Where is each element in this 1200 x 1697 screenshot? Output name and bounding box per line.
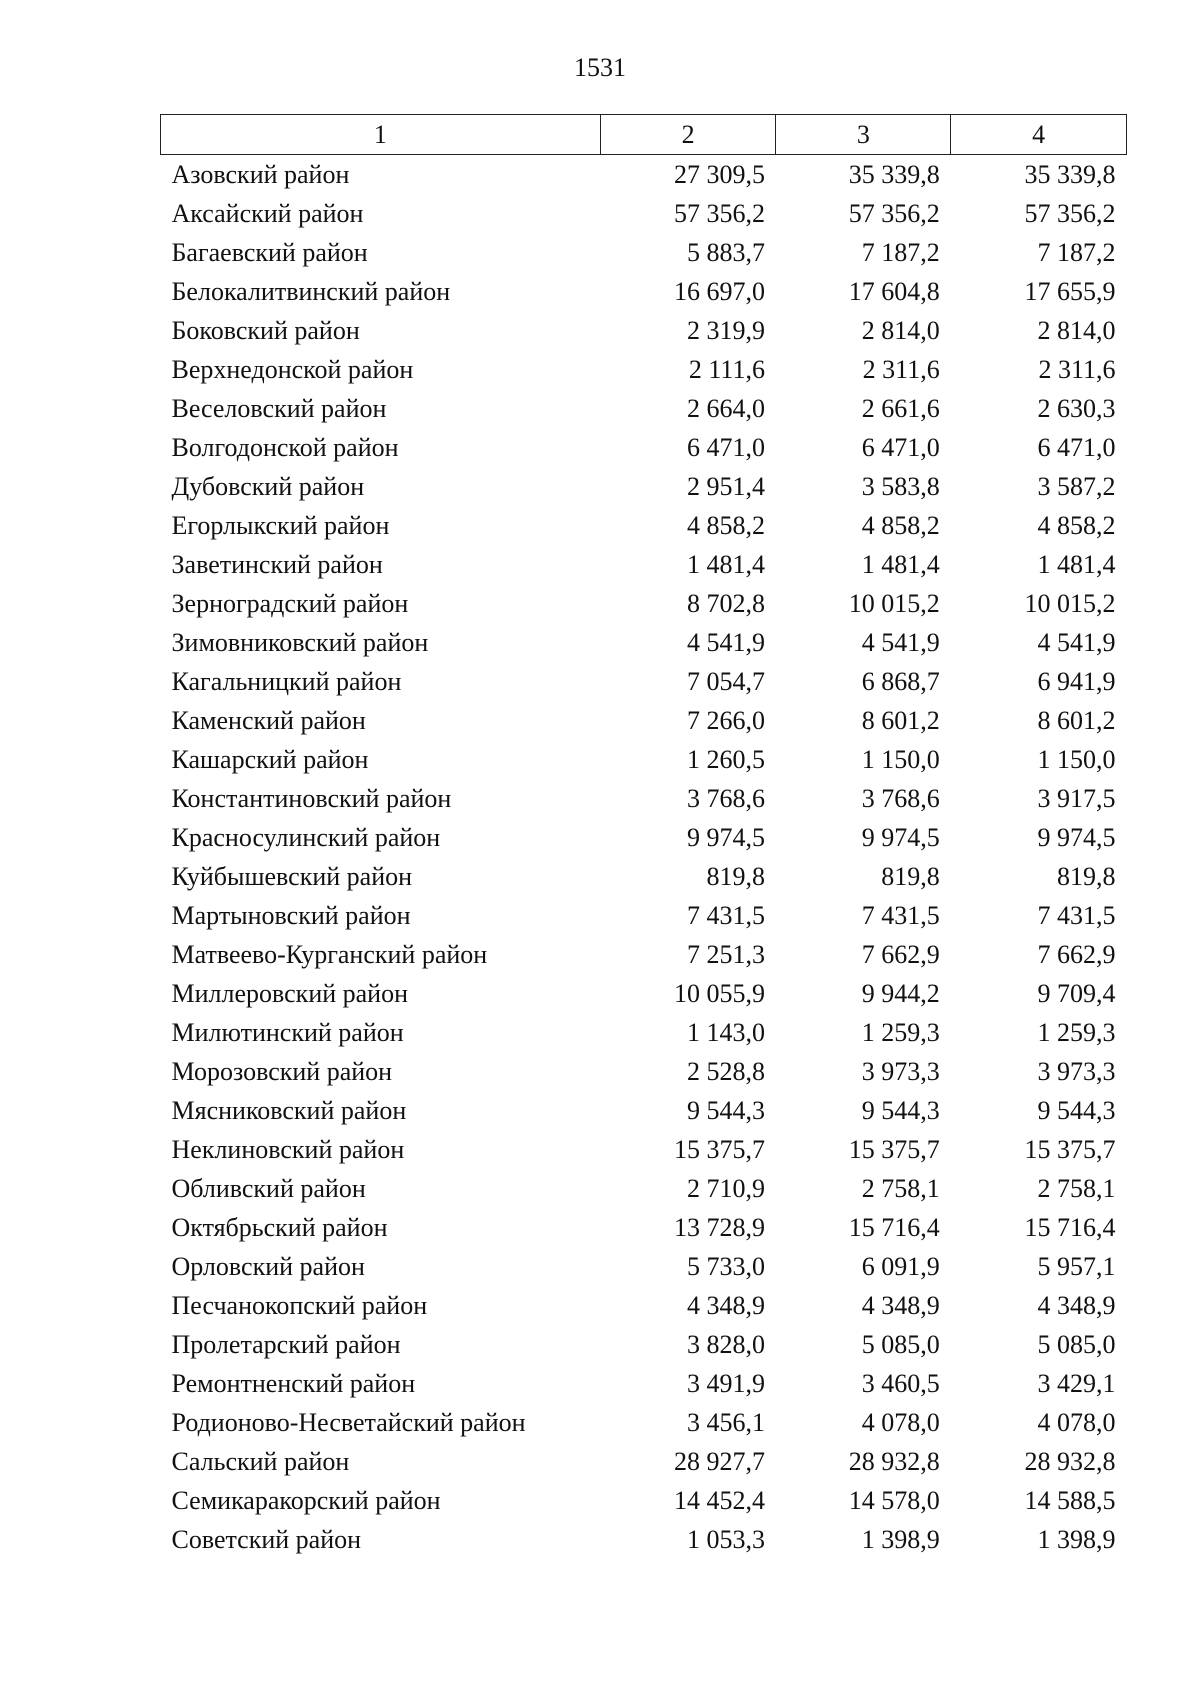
value-cell-col4: 7 662,9 (1037, 940, 1116, 969)
value-cell-col3: 6 868,7 (861, 667, 940, 696)
table-row (161, 1481, 1127, 1520)
value-cell-col3: 819,8 (881, 862, 940, 891)
value-cell-col2: 13 728,9 (673, 1213, 765, 1242)
value-cell-col4: 7 187,2 (1037, 238, 1116, 267)
district-name-cell: Константиновский район (171, 784, 452, 813)
district-name-cell: Октябрьский район (171, 1213, 388, 1242)
table-row (161, 1169, 1127, 1208)
value-cell-col2: 4 348,9 (686, 1291, 765, 1320)
value-cell-col3: 3 768,6 (861, 784, 940, 813)
column-header-1: 1 (161, 115, 601, 155)
table-row (161, 155, 1127, 195)
value-cell-col4: 4 078,0 (1037, 1408, 1116, 1437)
table-row (161, 935, 1127, 974)
table-row (161, 311, 1127, 350)
value-cell-col3: 28 932,8 (848, 1447, 940, 1476)
value-cell-col2: 9 974,5 (686, 823, 765, 852)
table-row (161, 1403, 1127, 1442)
district-name-cell: Кагальницкий район (171, 667, 402, 696)
district-name-cell: Заветинский район (171, 550, 383, 579)
table-row (161, 740, 1127, 779)
district-name-cell: Красносулинский район (171, 823, 441, 852)
value-cell-col2: 16 697,0 (673, 277, 765, 306)
district-name-cell: Советский район (171, 1525, 362, 1554)
value-cell-col3: 2 758,1 (861, 1174, 940, 1203)
district-name-cell: Песчанокопский район (171, 1291, 428, 1320)
table-row (161, 974, 1127, 1013)
value-cell-col4: 4 541,9 (1037, 628, 1116, 657)
value-cell-col3: 3 583,8 (861, 472, 940, 501)
value-cell-col3: 9 544,3 (861, 1096, 940, 1125)
table-row (161, 1325, 1127, 1364)
table-row (161, 545, 1127, 584)
value-cell-col4: 1 259,3 (1037, 1018, 1116, 1047)
value-cell-col4: 3 973,3 (1037, 1057, 1116, 1086)
value-cell-col2: 1 143,0 (686, 1018, 765, 1047)
table-row (161, 389, 1127, 428)
value-cell-col3: 35 339,8 (848, 160, 940, 189)
value-cell-col2: 7 431,5 (686, 901, 765, 930)
value-cell-col2: 1 481,4 (686, 550, 765, 579)
value-cell-col4: 9 544,3 (1037, 1096, 1116, 1125)
value-cell-col4: 1 150,0 (1037, 745, 1116, 774)
table-row (161, 857, 1127, 896)
district-name-cell: Семикаракорский район (171, 1486, 441, 1515)
value-cell-col3: 4 541,9 (861, 628, 940, 657)
district-name-cell: Обливский район (171, 1174, 366, 1203)
table-row (161, 779, 1127, 818)
value-cell-col2: 7 251,3 (686, 940, 765, 969)
value-cell-col4: 4 348,9 (1037, 1291, 1116, 1320)
value-cell-col2: 2 951,4 (686, 472, 765, 501)
value-cell-col4: 3 917,5 (1037, 784, 1116, 813)
district-name-cell: Белокалитвинский район (171, 277, 451, 306)
value-cell-col3: 14 578,0 (848, 1486, 940, 1515)
value-cell-col3: 4 078,0 (861, 1408, 940, 1437)
table-row (161, 1130, 1127, 1169)
district-name-cell: Дубовский район (171, 472, 365, 501)
value-cell-col3: 5 085,0 (861, 1330, 940, 1359)
district-name-cell: Зерноградский район (171, 589, 409, 618)
value-cell-col4: 6 941,9 (1037, 667, 1116, 696)
value-cell-col2: 28 927,7 (673, 1447, 765, 1476)
value-cell-col4: 10 015,2 (1024, 589, 1116, 618)
value-cell-col2: 2 111,6 (688, 355, 765, 384)
value-cell-col3: 57 356,2 (848, 199, 940, 228)
value-cell-col4: 2 630,3 (1037, 394, 1116, 423)
value-cell-col4: 14 588,5 (1024, 1486, 1116, 1515)
value-cell-col3: 3 973,3 (861, 1057, 940, 1086)
district-name-cell: Сальский район (171, 1447, 350, 1476)
value-cell-col2: 1 260,5 (686, 745, 765, 774)
table-row (161, 506, 1127, 545)
district-name-cell: Каменский район (171, 706, 366, 735)
table-row (161, 662, 1127, 701)
page-number: 1531 (574, 53, 626, 82)
value-cell-col2: 5 733,0 (686, 1252, 765, 1281)
value-cell-col4: 4 858,2 (1037, 511, 1116, 540)
district-name-cell: Родионово-Несветайский район (171, 1408, 526, 1437)
column-header-2: 2 (600, 115, 776, 155)
value-cell-col3: 7 431,5 (861, 901, 940, 930)
value-cell-col3: 9 974,5 (861, 823, 940, 852)
district-name-cell: Куйбышевский район (171, 862, 413, 891)
district-name-cell: Зимовниковский район (171, 628, 429, 657)
value-cell-col2: 7 054,7 (686, 667, 765, 696)
table-row (161, 467, 1127, 506)
value-cell-col2: 5 883,7 (686, 238, 765, 267)
table-row (161, 1520, 1127, 1559)
column-header-4: 4 (951, 115, 1127, 155)
value-cell-col3: 2 311,6 (862, 355, 940, 384)
district-name-cell: Мясниковский район (171, 1096, 407, 1125)
value-cell-col2: 2 528,8 (686, 1057, 765, 1086)
value-cell-col3: 1 398,9 (861, 1525, 940, 1554)
value-cell-col4: 3 587,2 (1037, 472, 1116, 501)
value-cell-col3: 1 481,4 (861, 550, 940, 579)
value-cell-col2: 3 768,6 (686, 784, 765, 813)
data-table (160, 114, 1127, 1559)
value-cell-col3: 7 662,9 (861, 940, 940, 969)
district-name-cell: Верхнедонской район (171, 355, 414, 384)
table-body (161, 155, 1127, 1560)
value-cell-col4: 35 339,8 (1024, 160, 1116, 189)
value-cell-col4: 15 375,7 (1024, 1135, 1116, 1164)
district-name-cell: Мартыновский район (171, 901, 411, 930)
table-row (161, 233, 1127, 272)
value-cell-col3: 4 348,9 (861, 1291, 940, 1320)
value-cell-col2: 2 319,9 (686, 316, 765, 345)
value-cell-col2: 14 452,4 (673, 1486, 765, 1515)
district-name-cell: Миллеровский район (171, 979, 409, 1008)
value-cell-col2: 8 702,8 (686, 589, 765, 618)
value-cell-col2: 15 375,7 (673, 1135, 765, 1164)
value-cell-col4: 1 481,4 (1037, 550, 1116, 579)
table-row (161, 272, 1127, 311)
value-cell-col4: 9 709,4 (1037, 979, 1116, 1008)
table-row (161, 818, 1127, 857)
value-cell-col3: 7 187,2 (861, 238, 940, 267)
value-cell-col2: 1 053,3 (686, 1525, 765, 1554)
value-cell-col3: 6 091,9 (861, 1252, 940, 1281)
value-cell-col2: 57 356,2 (673, 199, 765, 228)
district-name-cell: Ремонтненский район (171, 1369, 416, 1398)
value-cell-col2: 2 710,9 (686, 1174, 765, 1203)
value-cell-col3: 2 661,6 (861, 394, 940, 423)
district-name-cell: Пролетарский район (171, 1330, 401, 1359)
value-cell-col4: 15 716,4 (1024, 1213, 1116, 1242)
value-cell-col2: 7 266,0 (686, 706, 765, 735)
district-name-cell: Кашарский район (171, 745, 369, 774)
value-cell-col3: 15 375,7 (848, 1135, 940, 1164)
value-cell-col4: 2 814,0 (1037, 316, 1116, 345)
district-name-cell: Багаевский район (171, 238, 368, 267)
value-cell-col3: 4 858,2 (861, 511, 940, 540)
value-cell-col3: 6 471,0 (861, 433, 940, 462)
value-cell-col4: 5 957,1 (1037, 1252, 1116, 1281)
table-row (161, 1364, 1127, 1403)
column-header-3: 3 (776, 115, 951, 155)
value-cell-col4: 1 398,9 (1037, 1525, 1116, 1554)
table-row (161, 1286, 1127, 1325)
value-cell-col2: 3 456,1 (686, 1408, 765, 1437)
value-cell-col4: 6 471,0 (1037, 433, 1116, 462)
value-cell-col4: 28 932,8 (1024, 1447, 1116, 1476)
value-cell-col2: 2 664,0 (686, 394, 765, 423)
table-row (161, 1208, 1127, 1247)
value-cell-col2: 6 471,0 (686, 433, 765, 462)
value-cell-col3: 3 460,5 (861, 1369, 940, 1398)
table-header-row (161, 115, 1127, 155)
table-row (161, 896, 1127, 935)
value-cell-col4: 7 431,5 (1037, 901, 1116, 930)
value-cell-col2: 4 858,2 (686, 511, 765, 540)
value-cell-col3: 8 601,2 (861, 706, 940, 735)
value-cell-col4: 819,8 (1057, 862, 1116, 891)
district-name-cell: Морозовский район (171, 1057, 393, 1086)
value-cell-col4: 5 085,0 (1037, 1330, 1116, 1359)
table-row (161, 584, 1127, 623)
value-cell-col2: 27 309,5 (673, 160, 765, 189)
value-cell-col2: 10 055,9 (673, 979, 765, 1008)
district-name-cell: Аксайский район (171, 199, 364, 228)
value-cell-col2: 9 544,3 (686, 1096, 765, 1125)
table-row (161, 1013, 1127, 1052)
value-cell-col3: 17 604,8 (848, 277, 940, 306)
table-row (161, 1052, 1127, 1091)
value-cell-col4: 57 356,2 (1024, 199, 1116, 228)
district-name-cell: Неклиновский район (171, 1135, 405, 1164)
value-cell-col2: 3 828,0 (686, 1330, 765, 1359)
value-cell-col2: 819,8 (706, 862, 765, 891)
district-name-cell: Боковский район (171, 316, 360, 345)
district-name-cell: Волгодонской район (171, 433, 399, 462)
district-name-cell: Егорлыкский район (171, 511, 390, 540)
table-row (161, 623, 1127, 662)
table-row (161, 701, 1127, 740)
value-cell-col2: 3 491,9 (686, 1369, 765, 1398)
table-row (161, 194, 1127, 233)
value-cell-col4: 17 655,9 (1024, 277, 1116, 306)
value-cell-col4: 3 429,1 (1037, 1369, 1116, 1398)
table-row (161, 350, 1127, 389)
district-name-cell: Азовский район (171, 160, 350, 189)
table-row (161, 1091, 1127, 1130)
district-name-cell: Орловский район (171, 1252, 365, 1281)
value-cell-col3: 9 944,2 (861, 979, 940, 1008)
value-cell-col4: 8 601,2 (1037, 706, 1116, 735)
value-cell-col3: 15 716,4 (848, 1213, 940, 1242)
table-row (161, 1247, 1127, 1286)
value-cell-col4: 2 311,6 (1038, 355, 1116, 384)
table-row (161, 428, 1127, 467)
value-cell-col3: 2 814,0 (861, 316, 940, 345)
value-cell-col2: 4 541,9 (686, 628, 765, 657)
value-cell-col4: 9 974,5 (1037, 823, 1116, 852)
district-name-cell: Веселовский район (171, 394, 387, 423)
value-cell-col3: 10 015,2 (848, 589, 940, 618)
value-cell-col3: 1 150,0 (861, 745, 940, 774)
value-cell-col4: 2 758,1 (1037, 1174, 1116, 1203)
district-name-cell: Матвеево-Курганский район (171, 940, 488, 969)
table-row (161, 1442, 1127, 1481)
value-cell-col3: 1 259,3 (861, 1018, 940, 1047)
district-name-cell: Милютинский район (171, 1018, 404, 1047)
